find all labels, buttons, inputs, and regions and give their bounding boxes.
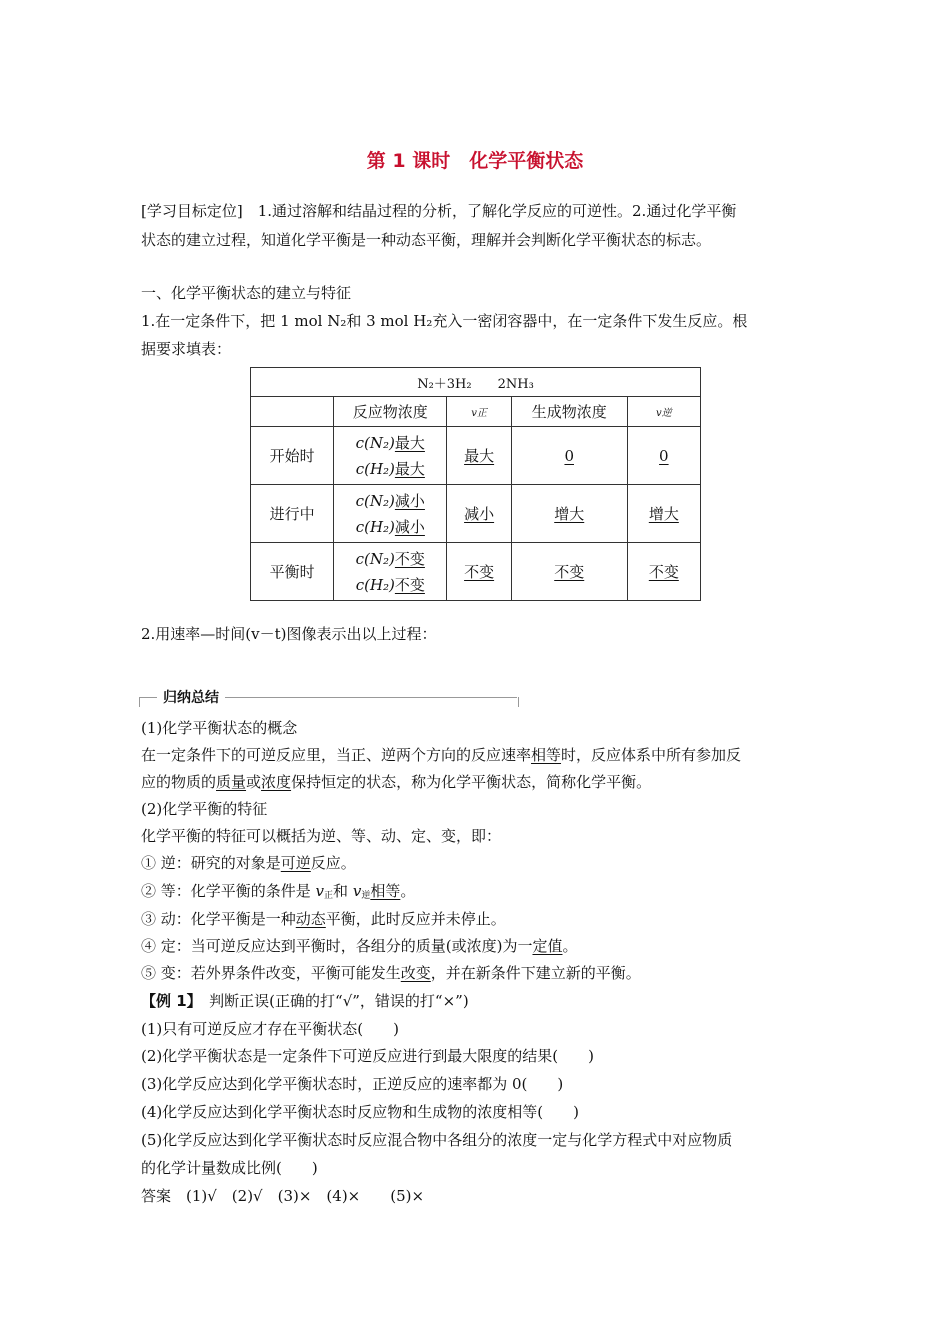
summary-s1-title: (1)化学平衡状态的概念 bbox=[141, 719, 298, 737]
header-v-reverse: v逆 bbox=[627, 397, 700, 427]
example-q2: (2)化学平衡状态是一定条件下可逆反应进行到最大限度的结果( ) bbox=[141, 1047, 594, 1065]
objectives-line1: [学习目标定位] 1.通过溶解和结晶过程的分析，了解化学反应的可逆性。2.通过化学平衡 bbox=[141, 202, 737, 220]
cn2-value: 不变 bbox=[394, 549, 425, 568]
stage-cell: 进行中 bbox=[251, 485, 334, 543]
ch2-value: 不变 bbox=[394, 575, 425, 594]
ch2-value: 最大 bbox=[394, 459, 425, 478]
cn2-label: c(N₂) bbox=[355, 491, 395, 510]
v-reverse-cell: 增大 bbox=[627, 485, 700, 543]
table-row bbox=[251, 427, 701, 485]
stage-cell: 平衡时 bbox=[251, 543, 334, 601]
v-forward-cell: 最大 bbox=[447, 427, 511, 485]
summary-s1-line2: 应的物质的质量或浓度保持恒定的状态，称为化学平衡状态，简称化学平衡。 bbox=[141, 773, 652, 791]
example-answer: 答案 (1)√ (2)√ (3)× (4)× (5)× bbox=[141, 1187, 425, 1205]
feature-3: ③ 动：化学平衡是一种动态平衡，此时反应并未停止。 bbox=[141, 910, 506, 928]
table-row bbox=[251, 543, 701, 601]
header-reactant: 反应物浓度 bbox=[334, 397, 447, 427]
example-heading: 【例 1】 判断正误(正确的打“√”，错误的打“×”) bbox=[141, 992, 469, 1010]
v-forward-cell: 减小 bbox=[447, 485, 511, 543]
product-cell: 不变 bbox=[511, 543, 627, 601]
example-q3: (3)化学反应达到化学平衡状态时，正逆反应的速率都为 0( ) bbox=[141, 1075, 564, 1093]
page-title: 第 1 课时 化学平衡状态 bbox=[366, 150, 584, 172]
ch2-label: c(H₂) bbox=[355, 575, 395, 594]
ch2-label: c(H₂) bbox=[355, 517, 395, 536]
cn2-value: 减小 bbox=[394, 491, 425, 510]
header-product: 生成物浓度 bbox=[511, 397, 627, 427]
summary-s2-title: (2)化学平衡的特征 bbox=[141, 800, 268, 818]
reactant-cell bbox=[334, 427, 447, 485]
ch2-value: 减小 bbox=[394, 517, 425, 536]
product-cell: 0 bbox=[511, 427, 627, 485]
stage-cell: 开始时 bbox=[251, 427, 334, 485]
v-reverse-cell: 0 bbox=[627, 427, 700, 485]
v-reverse-cell: 不变 bbox=[627, 543, 700, 601]
example-q5-line2: 的化学计量数成比例( ) bbox=[141, 1159, 318, 1177]
reactant-cell bbox=[334, 543, 447, 601]
summary-s1-line1: 在一定条件下的可逆反应里，当正、逆两个方向的反应速率相等时，反应体系中所有参加反 bbox=[141, 746, 742, 764]
ch2-label: c(H₂) bbox=[355, 459, 395, 478]
reaction-equation: N₂＋3H₂ 2NH₃ bbox=[251, 368, 701, 397]
cn2-label: c(N₂) bbox=[355, 549, 395, 568]
example-q5-line1: (5)化学反应达到化学平衡状态时反应混合物中各组分的浓度一定与化学方程式中对应物质 bbox=[141, 1131, 733, 1149]
feature-1: ① 逆：研究的对象是可逆反应。 bbox=[141, 854, 356, 872]
summary-label: 归纳总结 bbox=[157, 688, 225, 708]
summary-header bbox=[139, 688, 519, 708]
cn2-value: 最大 bbox=[394, 433, 425, 452]
example-label: 【例 1】 bbox=[141, 992, 195, 1010]
paragraph-2: 2.用速率—时间(v－t)图像表示出以上过程： bbox=[141, 625, 437, 643]
section-heading: 一、化学平衡状态的建立与特征 bbox=[141, 284, 352, 302]
equilibrium-table bbox=[250, 367, 701, 601]
paragraph-1-line1: 1.在一定条件下，把 1 mol N₂和 3 mol H₂充入一密闭容器中，在一定条件下发生反应。根 bbox=[141, 312, 748, 330]
v-forward-cell: 不变 bbox=[447, 543, 511, 601]
paragraph-1-line2: 据要求填表： bbox=[141, 340, 232, 358]
reactant-cell bbox=[334, 485, 447, 543]
summary-s2-intro: 化学平衡的特征可以概括为逆、等、动、定、变，即： bbox=[141, 827, 502, 845]
feature-4: ④ 定：当可逆反应达到平衡时，各组分的质量(或浓度)为一定值。 bbox=[141, 937, 578, 955]
table-equation-row bbox=[251, 368, 701, 397]
feature-2: ② 等：化学平衡的条件是 $v_正$和 $v_逆$相等。 bbox=[141, 882, 416, 901]
header-v-forward: v正 bbox=[447, 397, 511, 427]
cn2-label: c(N₂) bbox=[355, 433, 395, 452]
example-q1: (1)只有可逆反应才存在平衡状态( ) bbox=[141, 1020, 399, 1038]
product-cell: 增大 bbox=[511, 485, 627, 543]
objectives-line2: 状态的建立过程，知道化学平衡是一种动态平衡，理解并会判断化学平衡状态的标志。 bbox=[141, 231, 712, 249]
feature-5: ⑤ 变：若外界条件改变，平衡可能发生改变，并在新条件下建立新的平衡。 bbox=[141, 964, 641, 982]
table-row bbox=[251, 485, 701, 543]
example-q4: (4)化学反应达到化学平衡状态时反应物和生成物的浓度相等( ) bbox=[141, 1103, 579, 1121]
table-header-row bbox=[251, 397, 701, 427]
